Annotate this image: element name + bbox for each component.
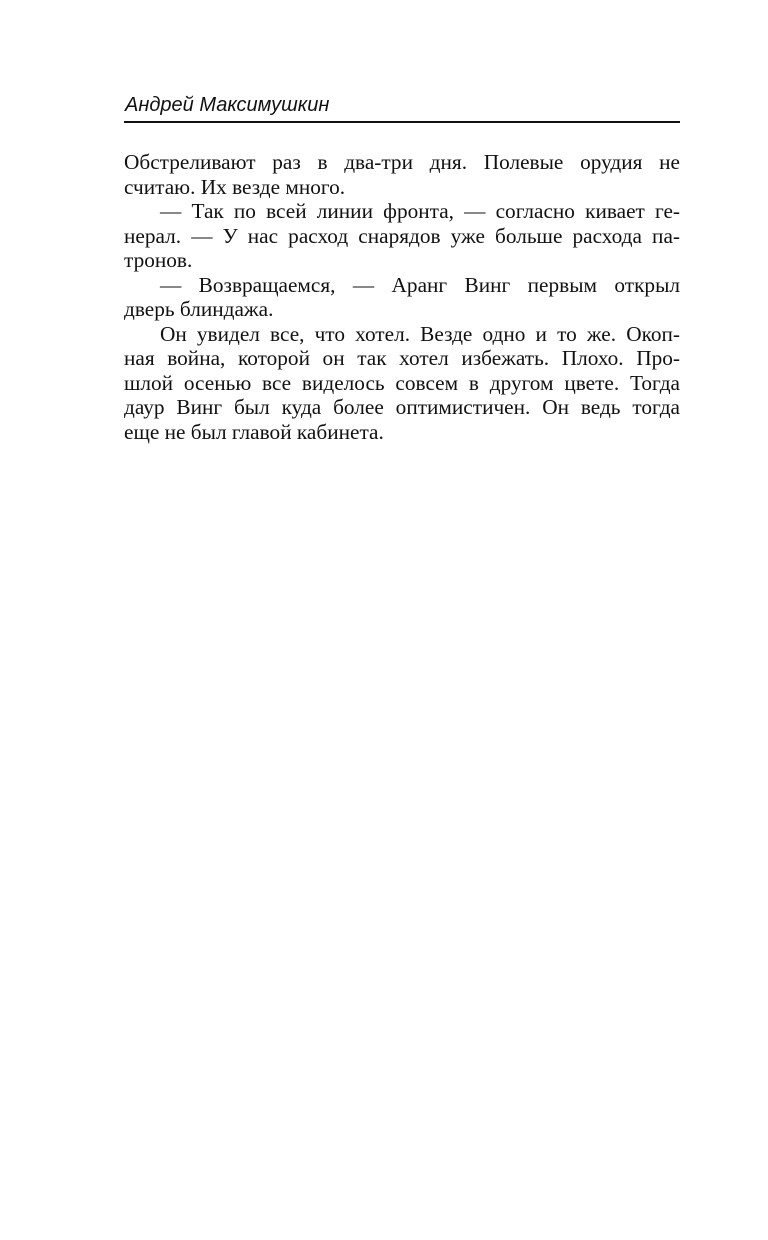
book-page: [124, 92, 680, 444]
text-line: — Возвращаемся, — Аранг Винг первым открыл: [160, 272, 680, 297]
text-line: ная война, которой он так хотел избежать. Плохо. Про-: [124, 346, 680, 370]
text-line: — Так по всей линии фронта, — согласно кивает ге-: [160, 199, 680, 223]
text-line: даур Винг был куда более оптимистичен. Он ведь тогда: [124, 395, 680, 419]
text-line: нерал. — У нас расход снарядов уже больше расхода па-: [124, 223, 680, 248]
text-line: Обстреливают раз в два-три дня. Полевые орудия не: [124, 150, 680, 174]
paragraph-4: [124, 322, 680, 445]
text-line: шлой осенью все виделось совсем в другом цвете. Тогда: [124, 370, 680, 395]
text-line: считаю. Их везде много.: [124, 174, 346, 199]
text-line: дверь блиндажа.: [124, 297, 274, 321]
paragraph-3: [124, 273, 680, 322]
header-rule: [124, 121, 680, 123]
text-line: еще не был главой кабинета.: [124, 419, 384, 444]
running-head-author: Андрей Максимушкин: [125, 94, 330, 116]
paragraph-1: [124, 150, 680, 199]
text-line: тронов.: [124, 248, 193, 272]
body-text: [124, 150, 680, 444]
paragraph-2: [124, 199, 680, 273]
text-line: Он увидел все, что хотел. Везде одно и то же. Окоп-: [160, 321, 680, 346]
